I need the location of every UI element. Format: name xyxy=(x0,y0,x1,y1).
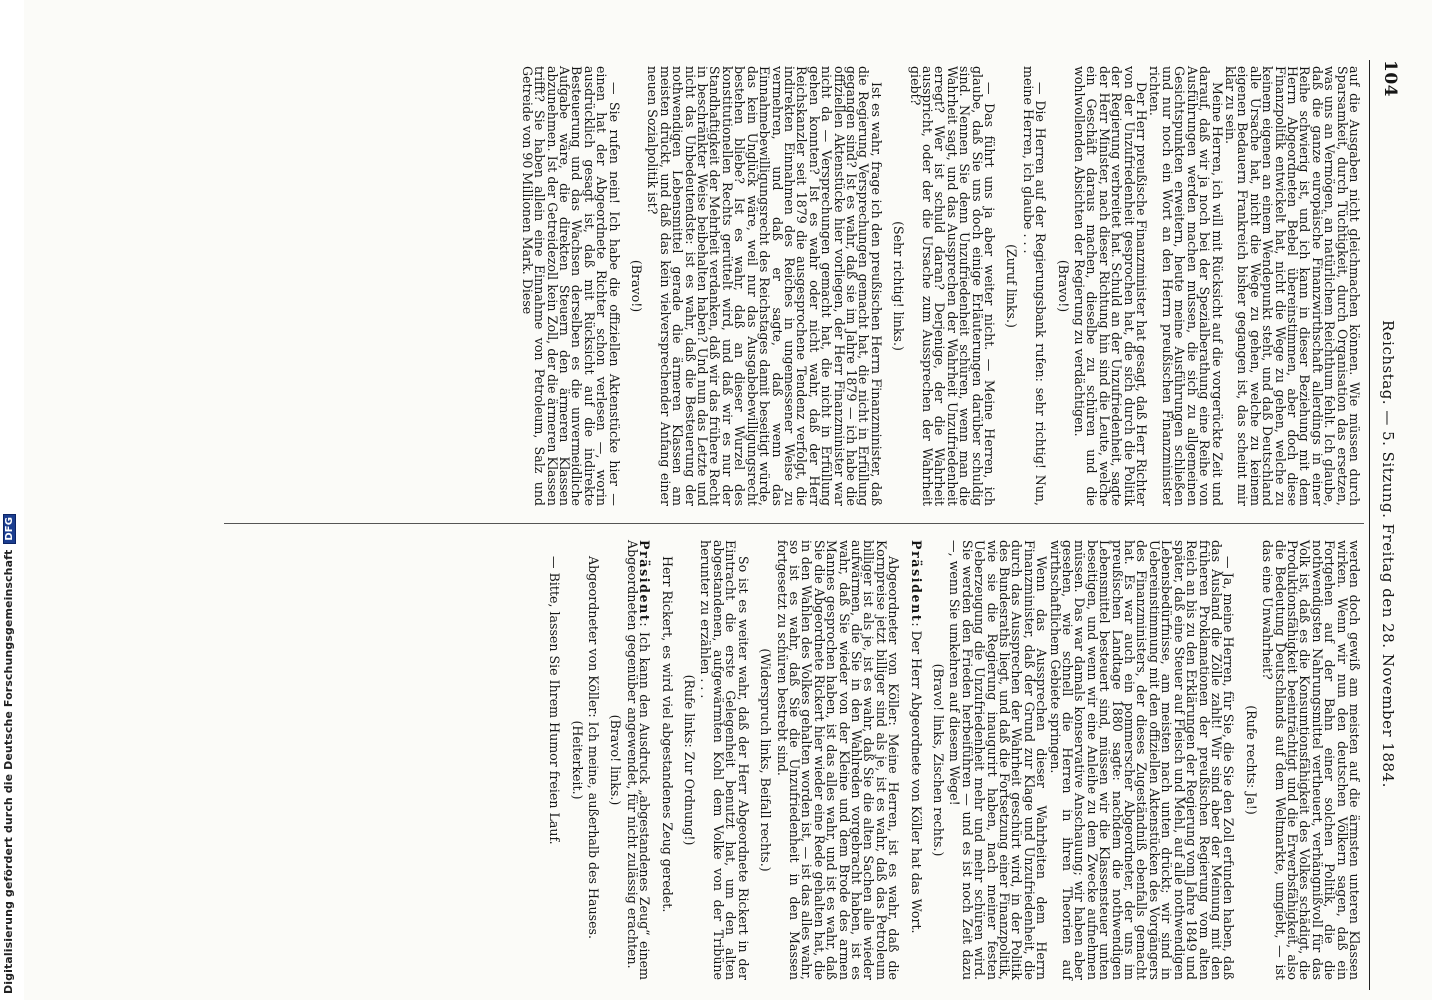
column-divider xyxy=(224,523,1364,524)
credit-text: Digitalisierung gefördert durch die Deutsche Forschungsgemeinschaft xyxy=(2,549,15,994)
interjection: (Bravo!) xyxy=(629,259,645,313)
header-rule xyxy=(1369,60,1370,990)
paragraph: Herr Rickert, es wird viel abgestandenes Zeug geredet. xyxy=(659,556,675,913)
paragraph: — Sie rufen nein! Ich habe die offiziellen Aktenstücke hier — einen hat der Abgeordnete Richter schon verlesen —, worin ausdrücklich gesagt ist, daß mit Rücksicht auf die indirekte Besteuerung und das Wachsen derselben es die unvermeidliche Aufgabe wäre, die direkten Steuern den ärmeren Klassen abzunehmen. Ist der Getreidezoll kein Zoll, der die ärmeren Klassen trifft? Sie haben allein eine Einnahme von Petroleum, Salz und Getreide von 90 Millionen Mark. Diese xyxy=(519,66,622,506)
paragraph-text: : Der Herr Abgeordnete von Köller hat das Wort. xyxy=(908,622,924,934)
paragraph: Wenn das Aussprechen dieser Wahrheiten dem Herrn Finanzminister, daß der Grund zur Klage und Unzufriedenheit, die durch das Aussprechen der Wahrheit geschürt wird, in der Politik des Bundesraths liegt, und daß die Fortsetzung einer Finanzpolitik, wie sie die Regierung inaugurirt haben, nach meiner festen Ueberzeugung die Unzufriedenheit mehr und mehr schüren wird. Sie werden den Frieden herbeiführen — und es ist noch Zeit dazu —, wenn Sie umkehren auf diesem Wege! xyxy=(947,540,1050,980)
paragraph: — Das führt uns ja aber weiter nicht. — Meine Herren, ich glaube, daß Sie uns doch einige Erläuterungen darüber schuldig sind. Nennen Sie denn Unzufriedenheit schüren, wenn man die Wahrheit sagt, und das Aussprechen der Wahrheit Unzufriedenheit erregt? Wer ist schuld daran? Derjenige, der die Wahrheit ausspricht, oder der die Ursache zum Aussprechen der Wahrheit giebt? xyxy=(907,66,998,506)
page-header xyxy=(1368,60,1400,990)
paragraph xyxy=(908,540,924,980)
paragraph: Abgeordneter von Köller: Meine Herren, ist es wahr, daß die Kornpreise jetzt billiger sind als je, ist es wahr, daß das Petroleum billiger ist als je, ist es wahr, daß Sie die alten Sachen alle wieder aufwärmen, die Sie in den Wahlreden vorgebracht haben, ist es wahr, daß Sie wieder von der Kleine und dem Brode des armen Mannes gesprochen haben, ist das alles wahr, und ist es wahr, daß Sie die Abgeordnete Rickert hier wieder eine Rede gehalten hat, die in den Wahlen des Volkes gehalten worden ist, — ist das alles wahr, so ist es wahr, daß Sie die Unzufriedenheit in den Massen fortgesetzt zu schüren bestrebt sind. xyxy=(774,540,902,980)
paragraph: Der Herr preußische Finanzminister hat gesagt, daß Herr Richter von der Unzufriedenheit gesprochen hat, die sich durch die Politik der Regierung verbreitet hat. Schuld an der Unzufriedenheit, sagte der Herr Minister, nach dieser Richtung hin sind die Leute, welche ein Geschäft daraus machen, dieselbe zu schüren und die wohlwollenden Absichten der Regierung zu verdächtigen. xyxy=(1072,66,1150,506)
paragraph: auf die Ausgaben nicht gleichmachen können. Wie müssen durch Sparsamkeit, durch Tüchtigkeit, durch Organisation das ersetzen, was uns an Vermögen, an natürlichem Reichthum fehlt. Ich glaube, daß die ganze europäische Finanzwirthschaft allerdings in einer Reihe schwierig ist, und ich kann in dieser Beziehung mit dem Herrn Abgeordneten Bebel übereinstimmen, aber doch diese Finanzpolitik entwickelt hat, nicht die Wege zu gehen, welche zu keinem eigenen an einem Wendepunkt steht, und daß Deutschland alle Ursache hat, nicht die Wege zu gehen, welche zu keinem eigenen Bedauern Frankreich bisher gegangen ist, das scheint mir klar zu sein. xyxy=(1222,66,1362,506)
running-head: Reichstag. — 5. Sitzung. Freitag den 28. November 1884. xyxy=(1379,320,1397,788)
interjection: (Bravo!) xyxy=(1055,259,1071,313)
interjection: (Bravo! links, Zischen rechts.) xyxy=(931,663,946,857)
interjection: (Rufe rechts: Ja!) xyxy=(1243,705,1259,815)
dfg-logo: DFG xyxy=(3,514,16,544)
paragraph: — Die Herren auf der Regierungsbank rufen: sehr richtig! Nun, meine Herren, ich glaube . . . xyxy=(1020,66,1049,506)
paragraph: So ist es weiter wahr, daß der Herr Abgeordnete Rickert in der Eintracht die erste Gelegenheit benutzt hat, um den alten abgestandenen, aufgewärmten Kohl dem Volke von der Tribüne herunter zu erzählen . . . xyxy=(698,540,751,980)
interjection: (Zuruf links.) xyxy=(1004,244,1020,328)
paragraph: — Ja, meine Herren, für Sie, die Sie den Zoll erfunden haben, daß das Ausland die Zölle zahlt! Wir sind aber der Meinung mit den früheren Proklamationen der preußischen Regierung vom alten Reich an bis zu den Erklärungen der Regierung vom Jahre 1849 und später, daß eine Steuer auf Fleisch und Mehl, auf alle nothwendigen Lebensbedürfnisse, am meisten nach unten drückt; wir sind in Uebereinstimmung mit den offiziellen Aktenstücken des Vorgängers des Finanzministers, der dieses Zugeständniß ebenfalls gemacht hat. Es war auch ein pommerscher Abgeordneter, der uns im preußischen Landtage 1880 sagte: nachdem die nothwendigen Lebensmittel besteuert sind, müssen wir die Klassensteuer unten beseitigen, und wenn wir eine Anleihe zu dem Zwecke aufnehmen müssen. Das war damals konservative Anschauung; wir haben aber gesehen, wie schnell die Herren in ihren Theorien auf wirthschaftlichem Gebiete springen. xyxy=(1047,540,1237,980)
digitization-credit xyxy=(2,514,16,994)
paragraph: — Bitte, lassen Sie Ihrem Humor freien Lauf. xyxy=(547,556,563,845)
paragraph: werden doch gewiß am meisten auf die ärmsten unteren Klassen wirken. Wenn wir nun den deutschen Völkern sagen, daß ein Fortgehen auf der Bahn einer solchen Politik, die die nothwendigsten Nahrungsmittel vertheuert, verhängnißvoll für das Volk ist, daß es die Konsumtionsfähigkeit des Volkes schädigt, die Produktionsfähigkeit beeinträchtigt und die Erwerbsfähigkeit, also die Bedeutung Deutschlands auf dem Weltmarkte, umgiebt, — ist das eine Unwahrheit? xyxy=(1260,540,1362,980)
interjection: (Heiterkeit.) xyxy=(569,720,585,800)
left-text-column xyxy=(519,66,1360,506)
rotated-page-content xyxy=(195,60,1400,990)
interjection: (Bravo! links.) xyxy=(608,714,624,806)
page-number: 104 xyxy=(1380,60,1400,97)
paragraph: Meine Herren, ich will mit Rücksicht auf die vorgerückte Zeit und darauf, daß wir ja noch bei der Spezialberathung eine Reihe von Ausführungen werden machen müssen, die sich zu allgemeinen Gesichtspunkten erweitern, heute meine Ausführungen schließen und nur noch ein Wort an den Herrn preußischen Finanzminister richten. xyxy=(1147,66,1225,506)
speaker-label: Präsident xyxy=(637,540,653,623)
paragraph: Abgeordneter von Köller: Ich meine, außerhalb des Hauses. xyxy=(586,556,602,939)
paragraph xyxy=(624,540,653,980)
interjection: (Rufe links: Zur Ordnung!) xyxy=(682,674,698,846)
right-text-column xyxy=(547,540,1360,980)
paragraph-text: : Ich kann den Ausdruck „abgestandenes Zeug“ einem Abgeordneten gegenüber angewendet, für nicht zulässig erachten. xyxy=(624,540,653,980)
interjection: (Widerspruch links, Beifall rechts.) xyxy=(758,648,774,872)
speaker-label: Präsident xyxy=(908,540,924,623)
paragraph: Ist es wahr, frage ich den preußischen Herrn Finanzminister, daß die Regierung Versprechungen gemacht hat, die nicht in Erfüllung gegangen sind? Ist es wahr, daß sie im Jahre 1879 — ich habe die offiziellen Aktenstücke hier vorliegen, der Herr Finanzminister war nicht da — Versprechungen gemacht hat, die nicht in Erfüllung gehen konnten? Ist es wahr oder nicht wahr, daß der Herr Reichskanzler seit 1879 die ausgesprochene Tendenz verfolgt, die indirekten Einnahmen des Reiches in ungemessener Weise zu vermehren, und daß er sagte, daß wenn das Einnahmebewilligungsrecht des Reichstages damit beseitigt würde, das kein Unglück wäre, weil nur das Ausgabebewilligungsrecht bestehen bliebe? Ist es wahr, daß an dieser Wurzel des konstitutionellen Rechts gerüttelt wird, und daß wir es nur der Standhaftigkeit der Mehrheit verdanken, daß wir das frühere Recht in beschränkter Weise beibehalten haben? Und nun das Letzte und nicht das Unbedeutendste: ist es wahr, daß die Besteuerung der nothwendigen Lebensmittel gerade die ärmeren Klassen am meisten drückt, und daß das kein vielversprechender Anfang einer neuen Sozialpolitik ist? xyxy=(645,66,884,506)
interjection: (Sehr richtig! links.) xyxy=(891,221,907,351)
